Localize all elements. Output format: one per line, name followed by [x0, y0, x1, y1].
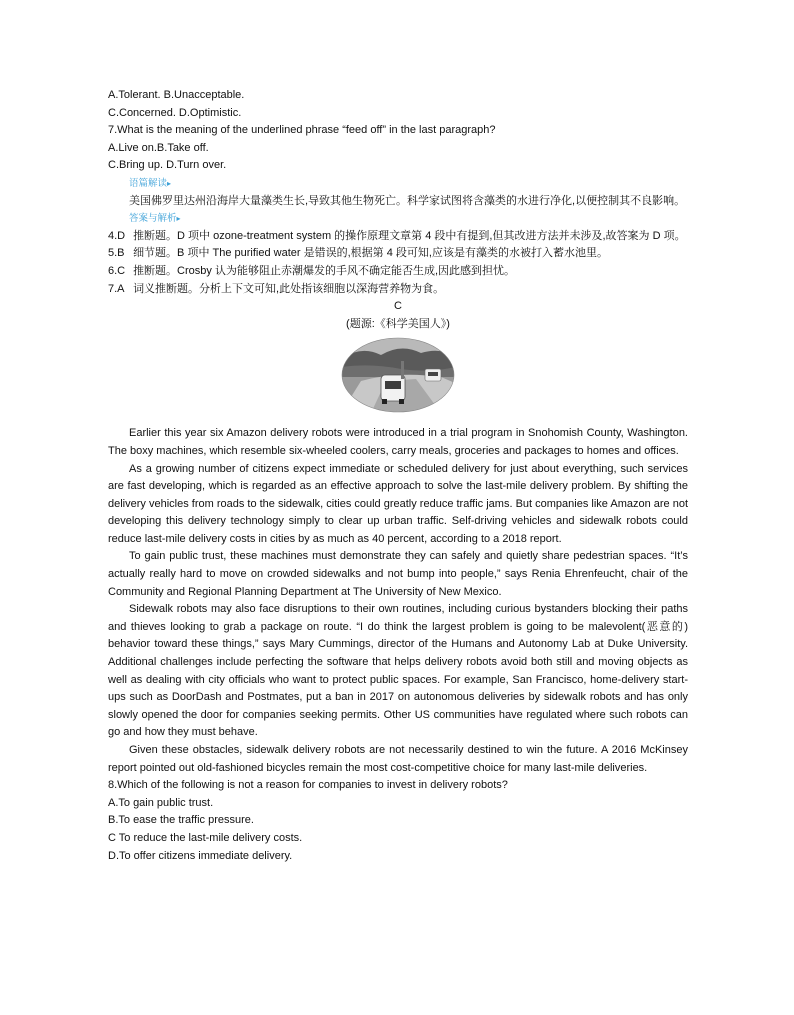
summary-label-text: 语篇解读	[129, 177, 168, 189]
passage-paragraph: Given these obstacles, sidewalk delivery robots are not necessarily destined to win the future. A 2016 McKinsey report pointed out old-fashioned bicycles remain the most cost-competitive choice for many last-mile deliveries.	[108, 744, 688, 774]
answer-item	[108, 245, 688, 263]
answer-text: 细节题。B 项中 The purified water 是错误的,根据第 4 段可知,应该是有藻类的水被打入蓄水池里。	[133, 247, 608, 260]
question8-option: D.To offer citizens immediate delivery.	[108, 849, 293, 862]
answer-text: 推断题。D 项中 ozone-treatment system 的操作原理文章第 4 段中有提到,但其改进方法并未涉及,故答案为 D 项。	[133, 229, 686, 242]
section-source: (题源:《科学美国人》)	[346, 317, 450, 330]
section-letter: C	[394, 300, 402, 313]
question7-option-line: A.Live on.B.Take off.	[108, 141, 209, 154]
page-content	[108, 87, 688, 865]
passage-paragraph: Earlier this year six Amazon delivery robots were introduced in a trial program in Snohomish County, Washington. The boxy machines, which resemble six-wheeled coolers, carry meals, groceries and packages to homes and offices.	[108, 427, 688, 457]
summary-text: 美国佛罗里达州沿海岸大量藻类生长,导致其他生物死亡。科学家试图将含藻类的水进行净化,以便控制其不良影响。	[129, 194, 686, 207]
passage-paragraph: To gain public trust, these machines must demonstrate they can safely and quietly share pedestrian spaces. “It’s actually really hard to move on crowded sidewalks and not bump into people,” says Renia Ehrenfeucht, chair of the Community and Regional Planning Department at The University of New Mexico.	[108, 550, 688, 598]
answers-label	[108, 210, 688, 228]
question7-option-line: C.Bring up. D.Turn over.	[108, 159, 227, 172]
summary-label	[108, 175, 688, 193]
delivery-robot-photo	[341, 337, 455, 413]
question7-stem: 7.What is the meaning of the underlined phrase “feed off” in the last paragraph?	[108, 124, 496, 137]
answer-item	[108, 281, 688, 299]
question6-option-line: A.Tolerant. B.Unacceptable.	[108, 89, 245, 101]
photo-container	[108, 337, 688, 413]
question8-option: B.To ease the traffic pressure.	[108, 814, 254, 827]
answer-number: 6.C	[108, 264, 126, 277]
answer-text: 词义推断题。分析上下文可知,此处指该细胞以深海营养物为食。	[133, 282, 445, 295]
question8-option: A.To gain public trust.	[108, 796, 214, 809]
passage-paragraph: Sidewalk robots may also face disruptions to their own routines, including curious bystanders blocking their paths and thieves looking to grab a package on route. “I do think the largest problem is going to be malevolent(恶意的) behavior toward these things,” says Mary Cummings, director of the Humans and Autonomy Lab at Duke University. Additional challenges include perfecting the software that helps delivery robots avoid both still and moving objects as well as dealing with city officials who want to protect public spaces. For example, San Francisco, home-delivery start-ups such as DoorDash and Postmates, put a ban in 2017 on autonomous deliveries by sidewalk robots and has only slowly opened the door for companies seeking permits. Other US communities have regulated where such robots can go and how they must behave.	[108, 603, 688, 739]
answer-item	[108, 228, 688, 246]
answers-label-text: 答案与解析	[129, 213, 177, 225]
question6-option-line: C.Concerned. D.Optimistic.	[108, 106, 242, 119]
triangle-icon: ▸	[167, 178, 172, 188]
answer-text: 推断题。Crosby 认为能够阻止赤潮爆发的手风不确定能否生成,因此感到担忧。	[133, 264, 516, 277]
question8-stem: 8.Which of the following is not a reason for companies to invest in delivery robots?	[108, 779, 508, 792]
answer-item	[108, 263, 688, 281]
question8-option: C To reduce the last-mile delivery costs.	[108, 831, 303, 844]
passage-paragraph: As a growing number of citizens expect immediate or scheduled delivery for just about everything, such services are fast developing, which is regarded as an effective approach to solve the last-mile delivery problem. By shifting the delivery vehicles from roads to the sidewalk, cities could greatly reduce traffic jams. But companies like Amazon are not developing this delivery technology simply to clear up urban traffic. Self-driving vehicles and sidewalk robots could reduce last-mile delivery costs in cities by as much as 40 percent, according to a 2018 report.	[108, 462, 689, 545]
answer-number: 4.D	[108, 229, 126, 242]
triangle-icon: ▸	[176, 214, 181, 224]
answer-number: 7.A	[108, 282, 125, 295]
answer-number: 5.B	[108, 247, 125, 260]
